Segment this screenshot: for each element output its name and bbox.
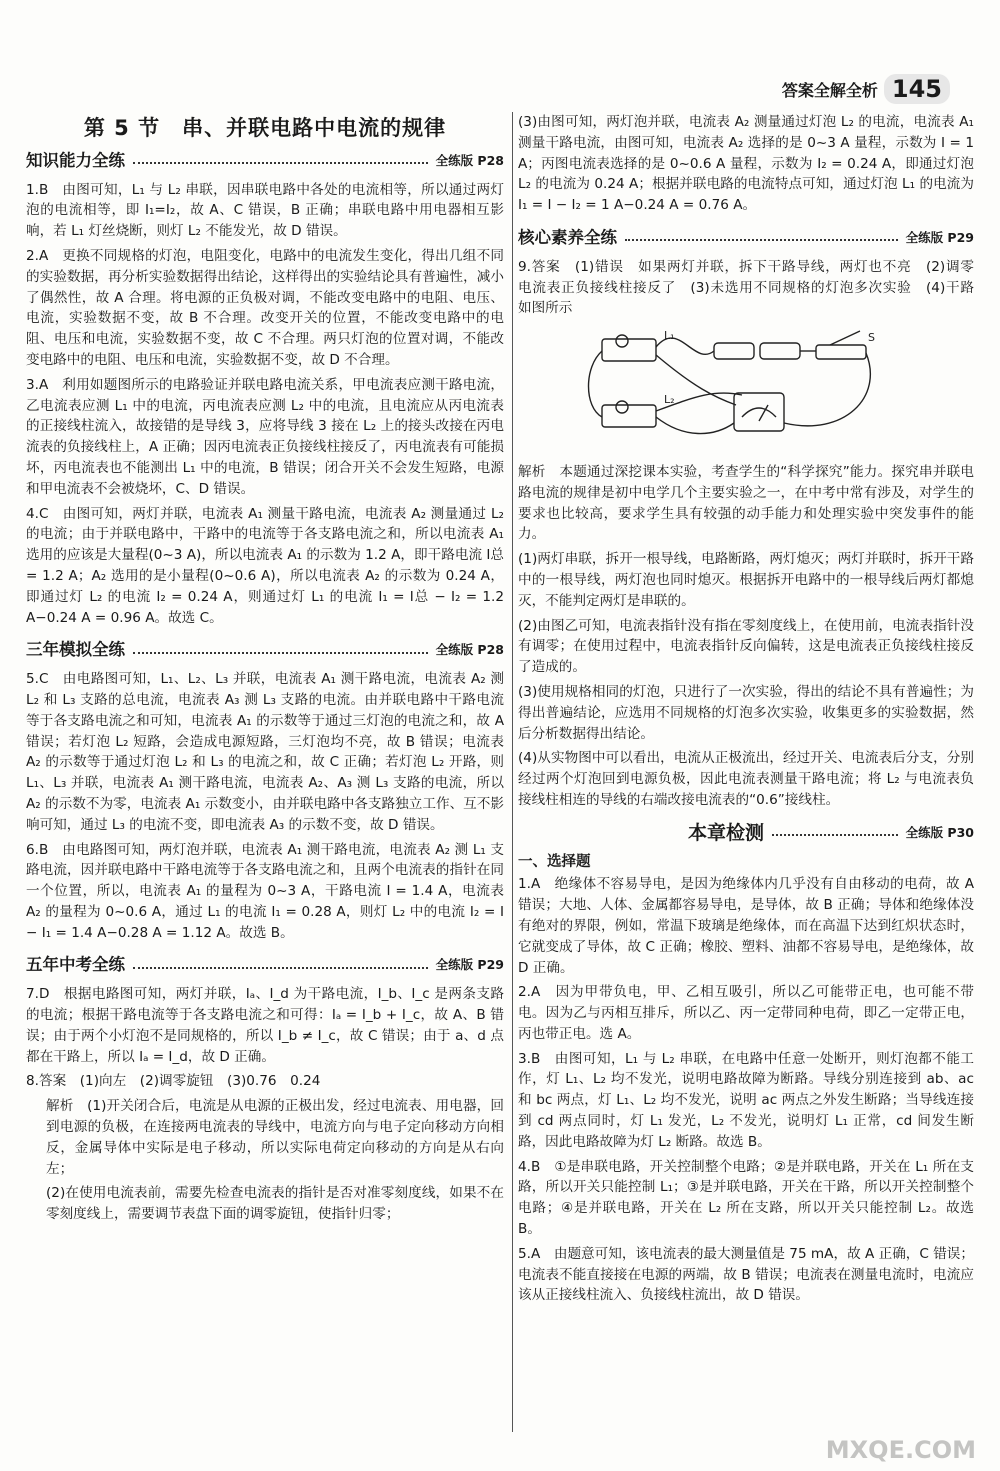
choice-q3: 3.B 由图可知，L₁ 与 L₂ 串联，在电路中任意一处断开，则灯泡都不能工作，灯 L₁、L₂ 均不发光，说明电路故障为断路。导线分别连接到 ab、ac 和 bc 两点，灯 L₁、L₂ 均不发光，说明 ac 两点之外发生断路；当导线连接到 cd 两点同时，灯 L₁ 发光，L₂ 不发光，说明灯 L₁ 正常，cd 间发生断路，因此电路故障为灯 L₂ 断路。故选 B。 [518, 1050, 974, 1150]
switch [816, 345, 866, 359]
left-column [26, 112, 504, 1229]
label-l2: L₂ [664, 393, 675, 407]
choice-q5: 5.A 由题意可知，该电流表的最大测量值是 75 mA，故 A 正确，C 错误；电流表不能直接接在电源的两端，故 B 错误；电流表在测量电流时，电流应该从正接线柱流入、负接线柱流出，故 D 错误。 [518, 1245, 974, 1304]
section-bar-zhishi [26, 151, 504, 172]
header-label: 答案全解全析 [781, 80, 878, 100]
bulb-l1 [616, 335, 628, 347]
analysis-q8-2: (2)在使用电流表前，需要先检查电流表的指针是否对准零刻度线，如果不在零刻度线上，需要调节表盘下面的调零旋钮，使指针归零； [46, 1185, 504, 1223]
section-bar-title: 核心素养全练 [518, 227, 617, 247]
section-title: 第 5 节 串、并联电路中电流的规律 [83, 116, 447, 140]
dotted-leader [772, 834, 898, 836]
circuit-diagram [584, 327, 884, 447]
page-header [782, 74, 950, 104]
dotted-leader [133, 652, 428, 654]
section-bar-hexin [518, 228, 974, 249]
choice-heading: 一、选择题 [518, 853, 591, 870]
choice-q4: 4.B ①是串联电路，开关控制整个电路；②是并联电路，开关在 L₁ 所在支路，所以开关只能控制 L₁；③是并联电路，开关在干路，所以开关控制整个电路；④是并联电路，开关在 L₂ 所在支路，所以开关只能控制 L₂。故选 B。 [518, 1158, 974, 1238]
dotted-leader [625, 239, 898, 241]
ammeter [734, 393, 784, 431]
battery-2 [760, 343, 800, 359]
battery-1 [714, 343, 754, 359]
analysis-q9-1: 解析 本题通过深挖课本实验，考查学生的“科学探究”能力。探究串并联电路电流的规律是初中电学几个主要实验之一，在中考中常有涉及，对学生的要求也比较高，要求学生具有较强的动手能力和处理实验中突发事件的能力。 [518, 463, 974, 543]
section-bar-ref: 全练版 P29 [905, 229, 974, 245]
analysis-q9-5: (4)从实物图中可以看出，电流从正极流出，经过开关、电流表后分支，分别经过两个灯泡回到电源负极，因此电流表测量干路电流；将 L₂ 与电流表负接线柱相连的导线的右端改接电流表的“0.6”接线柱。 [518, 750, 974, 808]
analysis-q8-1: 解析 (1)开关闭合后，电流是从电源的正极出发，经过电流表、用电器，回到电源的负极，在连接两电流表的导线中，电流方向与电子定向移动方向相反，金属导体中实际是电子移动，所以实际电荷定向移动的方向是从右向左； [46, 1098, 504, 1177]
section-bar-title: 本章检测 [688, 821, 765, 844]
section-bar-ref: 全练版 P30 [905, 824, 974, 840]
right-column [518, 112, 988, 1310]
answer-q4: 4.C 由图可知，两灯并联，电流表 A₁ 测量干路电流，电流表 A₂ 测量通过 L₂ 的电流；由于并联电路中，干路中的电流等于各支路电流之和，所以电流表 A₁ 选用的应该是大量程(0~3 A)，所以电流表 A₁ 的示数为 1.2 A，即干路电流 I总 = 1.2 A；A₂ 选用的是小量程(0~0.6 A)，所以电流表 A₂ 的示数为 0.24 A，即通过灯 L₂ 的电流 I₂ = 0.24 A，则通过灯 L₁ 的电流 I₁ = I总 − I₂ = 1.2 A−0.24 A = 0.96 A。故选 C。 [26, 505, 504, 626]
answer-q1: 1.B 由图可知，L₁ 与 L₂ 串联，因串联电路中各处的电流相等，所以通过两灯泡的电流相等，即 I₁=I₂，故 A、C 错误，B 正确；串联电路中用电器相互影响，若 L₁ 灯丝烧断，则灯 L₂ 不能发光，故 D 错误。 [26, 181, 504, 240]
page-number: 145 [884, 74, 950, 104]
answer-q9: 9.答案 (1)错误 如果两灯并联，拆下干路导线，两灯也不亮 (2)调零 电流表正负接线柱接反了 (3)未选用不同规格的灯泡多次实验 (4)干路 如图所示 [518, 258, 988, 317]
analysis-q9-3: (2)由图乙可知，电流表指针没有指在零刻度线上，在使用前，电流表指针没有调零；在使用过程中，电流表指针反向偏转，这是电流表正负接线柱接反了造成的。 [518, 617, 974, 676]
answer-q2: 2.A 更换不同规格的灯泡，电阻变化，电路中的电流发生变化，得出几组不同的实验数据，再分析实验数据得出结论，这样得出的实验结论具有普遍性，减小了偶然性，故 A 合理。将电源的正负极对调，不能改变电路中的电阻、电压、电流，实验数据不变，故 B 不合理。改变开关的位置，不能改变电路中的电阻、电压和电流，实验数据不变，故 C 不合理。两只灯泡的位置对调，不能改变电路中的电阻、电压和电流，实验数据不变，故 D 不合理。 [26, 247, 504, 368]
section-bar-wunian [26, 955, 504, 976]
dotted-leader [133, 162, 428, 164]
answer-q5: 5.C 由电路图可知，L₁、L₂、L₃ 并联，电流表 A₁ 测干路电流，电流表 A₂ 测 L₂ 和 L₃ 支路的总电流，电流表 A₃ 测 L₃ 支路的电流。由并联电路中干路电流等于各支路电流之和可知，电流表 A₁ 的示数等于通过三灯泡的电流之和，故 A 错误；若灯泡 L₂ 短路，会造成电源短路，三灯泡均不亮，故 B 错误；电流表 A₂ 的示数等于通过灯泡 L₂ 和 L₃ 的电流之和，故 C 正确；若灯泡 L₂ 开路，则 L₁、L₃ 并联，电流表 A₁ 测干路电流，电流表 A₂、A₃ 测 L₃ 支路的电流，所以 A₂ 的示数不为零，电流表 A₁ 示数变小，由并联电路中各支路独立工作、互不影响可知，通过 L₃ 的电流不变，即电流表 A₃ 的示数不变，故 D 错误。 [26, 671, 504, 833]
section-bar-title: 三年模拟全练 [26, 640, 125, 660]
lamp-holder-l1 [602, 339, 656, 361]
analysis-q9-4: (3)使用规格相同的灯泡，只进行了一次实验，得出的结论不具有普遍性；为得出普遍结论，应选用不同规格的灯泡多次实验，收集更多的实验数据，然后分析数据得出结论。 [518, 683, 974, 742]
lamp-holder-l2 [602, 405, 656, 427]
analysis-q8-3: (3)由图可知，两灯泡并联，电流表 A₂ 测量通过灯泡 L₂ 的电流，电流表 A₁ 测量干路电流，由图可知，电流表 A₂ 选择的是 0~3 A 量程，示数为 I = 1 A；丙图电流表选择的是 0~0.6 A 量程，示数为 I₂ = 0.24 A，即通过灯泡 L₂ 的电流为 0.24 A；根据并联电路的电流特点可知，通过灯泡 L₁ 的电流为 I₁ = I − I₂ = 1 A−0.24 A = 0.76 A。 [518, 114, 974, 214]
section-bar-ref: 全练版 P28 [435, 152, 504, 168]
label-l1: L₁ [664, 329, 675, 343]
dotted-leader [133, 967, 428, 969]
section-bar-ref: 全练版 P28 [435, 642, 504, 658]
footer-watermark: MXQE.COM [825, 1436, 976, 1464]
section-bar-benzhang [518, 823, 974, 844]
answer-q6: 6.B 由电路图可知，两灯泡并联，电流表 A₁ 测干路电流，电流表 A₂ 测 L₁ 支路电流，因并联电路中干路电流等于各支路电流之和，且两个电流表的指针在同一个位置，所以，电流表 A₁ 的量程为 0~3 A，干路电流 I = 1.4 A，电流表 A₂ 的量程为 0~0.6 A，通过 L₁ 的电流 I₁ = 0.28 A，则灯 L₂ 中的电流 I₂ = I − I₁ = 1.4 A−0.28 A = 1.12 A。故选 B。 [26, 841, 504, 941]
choice-q1: 1.A 绝缘体不容易导电，是因为绝缘体内几乎没有自由移动的电荷，故 A 错误；大地、人体、金属都容易导电，是导体，故 B 正确；导体和绝缘体没有绝对的界限，例如，常温下玻璃是绝缘体，而在高温下达到红炽状态时，它就变成了导体，故 C 正确；橡胶、塑料、油都不容易导电，是绝缘体，故 D 正确。 [518, 876, 974, 976]
section-bar-ref: 全练版 P29 [435, 957, 504, 973]
section-bar-title: 五年中考全练 [26, 955, 125, 975]
section-bar-title: 知识能力全练 [26, 150, 125, 170]
answer-q8: 8.答案 (1)向左 (2)调零旋钮 (3)0.76 0.24 [26, 1073, 321, 1090]
analysis-q9-2: (1)两灯串联，拆开一根导线，电路断路，两灯熄灭；两灯并联时，拆开干路中的一根导线，两灯泡也同时熄灭。根据拆开电路中的一根导线后两灯都熄灭，不能判定两灯是串联的。 [518, 551, 974, 609]
answer-q3: 3.A 利用如题图所示的电路验证并联电路电流关系，甲电流表应测干路电流，乙电流表应测 L₁ 中的电流，丙电流表应测 L₂ 中的电流，且电流应从丙电流表的正接线柱流入，故接错的是导线 3，应将导线 3 接在 L₂ 上的接头改接在丙电流表的负接线柱上，A 正确；因丙电流表正负接线柱接反了，丙电流表有可能损坏，丙电流表也不能测出 L₁ 中的电流，B 错误；闭合开关不会发生短路，电源和甲电流表不会被烧坏，C、D 错误。 [26, 376, 504, 497]
choice-q2: 2.A 因为甲带负电，甲、乙相互吸引，所以乙可能带正电，也可能不带电。因为乙与丙相互排斥，所以乙、丙一定带同种电荷，即乙一定带正电，丙也带正电。选 A。 [518, 984, 974, 1042]
label-switch: S [868, 331, 875, 345]
answer-q7: 7.D 根据电路图可知，两灯并联，Iₐ、I_d 为干路电流，I_b、I_c 是两条支路的电流；根据干路电流等于各支路电流之和可得：Iₐ = I_b + I_c，故 A、B 错误；由于两个小灯泡不是同规格的，所以 I_b ≠ I_c，故 C 错误；由于 a、d 点都在干路上，所以 Iₐ = I_d，故 D 正确。 [26, 986, 504, 1065]
section-bar-sannian [26, 640, 504, 661]
column-divider [512, 112, 513, 1432]
bulb-l2 [616, 401, 628, 413]
